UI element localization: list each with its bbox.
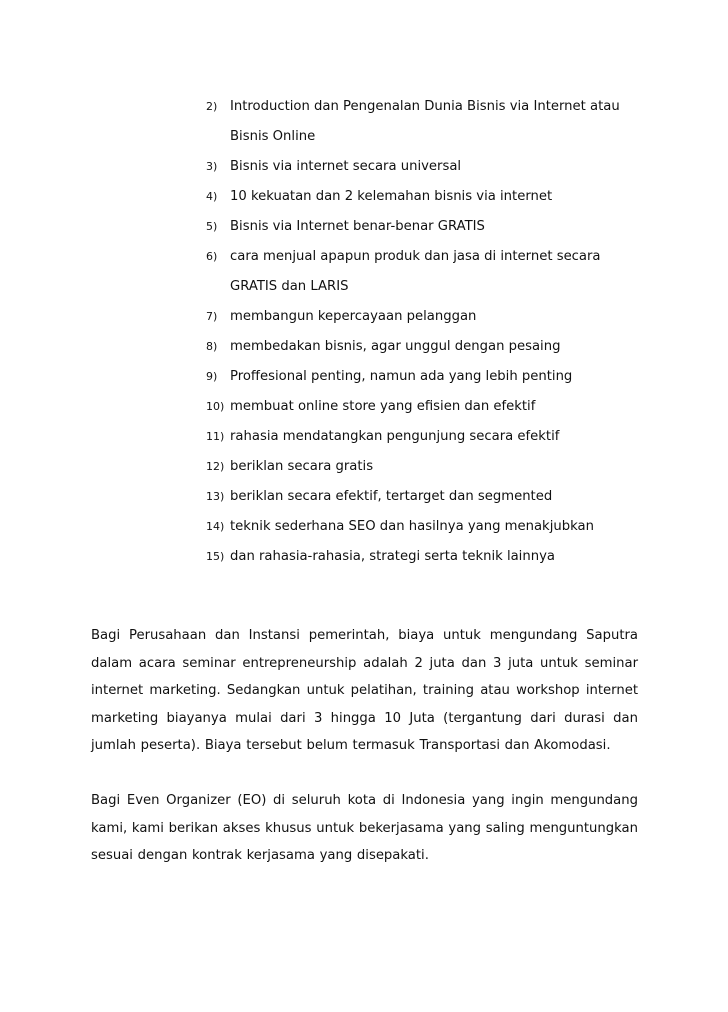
list-number: 6) [206,250,218,263]
list-number: 4) [206,190,218,203]
company-pricing-paragraph: Bagi Perusahaan dan Instansi pemerintah, biaya untuk mengundang Saputra dalam acara seminar entrepreneurship adalah 2 juta dan 3 juta untuk seminar internet marketing. Sedangkan untuk pelatihan, training atau workshop internet marketing biayanya mulai dari 3 hingga 10 Juta (tergantung dari durasi dan jumlah peserta). Biaya tersebut belum termasuk Transportasi dan Akomodasi. [91,628,638,754]
list-item [206,452,646,482]
list-number: 12) [206,460,225,473]
list-text: beriklan secara efektif, tertarget dan segmented [230,489,553,504]
list-item [206,212,646,242]
list-item [206,362,646,392]
list-number: 3) [206,160,218,173]
list-number: 14) [206,520,225,533]
list-number: 15) [206,550,225,563]
list-item [206,182,646,212]
list-item [206,422,646,452]
list-item [206,392,646,422]
list-item [206,242,646,302]
list-text: teknik sederhana SEO dan hasilnya yang menakjubkan [230,519,594,534]
list-text: rahasia mendatangkan pengunjung secara efektif [230,429,560,444]
list-text: membuat online store yang efisien dan efektif [230,399,536,414]
list-text: cara menjual apapun produk dan jasa di internet secara GRATIS dan LARIS [230,249,601,294]
list-item [206,512,646,542]
list-text: beriklan secara gratis [230,459,374,474]
list-text: dan rahasia-rahasia, strategi serta teknik lainnya [230,549,555,564]
event-organizer-paragraph: Bagi Even Organizer (EO) di seluruh kota di Indonesia yang ingin mengundang kami, kami berikan akses khusus untuk bekerjasama yang saling menguntungkan sesuai dengan kontrak kerjasama yang disepakati. [91,793,638,864]
list-text: Bisnis via Internet benar-benar GRATIS [230,219,485,234]
list-item [206,302,646,332]
list-item [206,542,646,572]
topic-list [206,92,646,572]
list-item [206,482,646,512]
list-number: 2) [206,100,218,113]
list-number: 10) [206,400,225,413]
list-text: membedakan bisnis, agar unggul dengan pesaing [230,339,561,354]
list-number: 11) [206,430,225,443]
list-number: 13) [206,490,225,503]
list-number: 8) [206,340,218,353]
list-item [206,92,646,152]
list-text: membangun kepercayaan pelanggan [230,309,477,324]
list-text: Introduction dan Pengenalan Dunia Bisnis via Internet atau Bisnis Online [230,99,620,144]
list-text: Proffesional penting, namun ada yang lebih penting [230,369,573,384]
list-text: Bisnis via internet secara universal [230,159,462,174]
list-item [206,332,646,362]
list-number: 5) [206,220,218,233]
list-number: 7) [206,310,218,323]
list-text: 10 kekuatan dan 2 kelemahan bisnis via internet [230,189,553,204]
list-item [206,152,646,182]
list-number: 9) [206,370,218,383]
